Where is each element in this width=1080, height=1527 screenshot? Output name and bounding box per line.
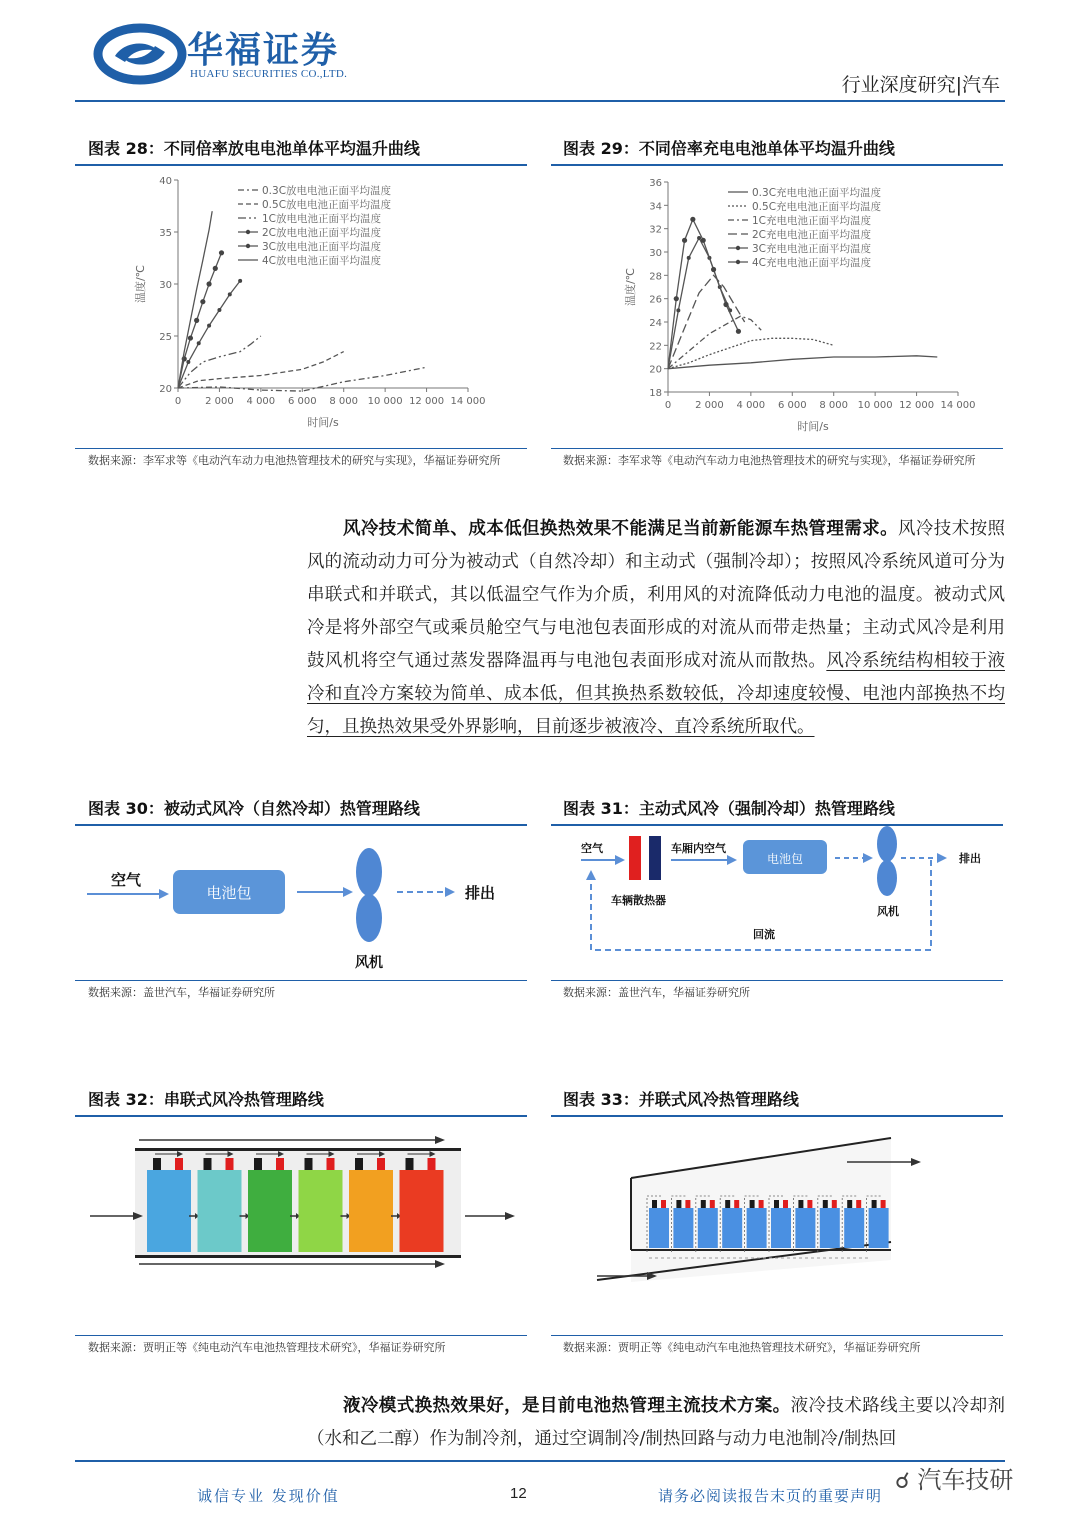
fig33-battery-cell bbox=[844, 1208, 864, 1248]
fig28-legend-label: 0.3C放电电池正面平均温度 bbox=[262, 185, 392, 197]
page-number: 12 bbox=[510, 1485, 527, 1502]
footer-divider bbox=[75, 1460, 1005, 1462]
fig28-x-axis-label: 时间/s bbox=[307, 416, 339, 429]
fig28-series-point bbox=[186, 360, 190, 364]
fig29-x-tick-label: 10 000 bbox=[857, 400, 893, 411]
fig33-terminal-pos bbox=[856, 1200, 861, 1208]
fig31-source: 数据来源：盖世汽车，华福证券研究所 bbox=[563, 986, 750, 999]
fig29-series-line bbox=[668, 316, 761, 369]
fig28-series-point bbox=[197, 341, 201, 345]
fig28-source: 数据来源：李军求等《电动汽车动力电池热管理技术的研究与实现》，华福证券研究所 bbox=[88, 454, 501, 467]
fig28-x-tick-label: 14 000 bbox=[450, 396, 486, 407]
fig28-series-point bbox=[188, 335, 193, 340]
fig33-terminal-neg bbox=[872, 1200, 877, 1208]
fig29-legend-label: 0.3C充电电池正面平均温度 bbox=[752, 187, 882, 199]
fig33-terminal-pos bbox=[710, 1200, 715, 1208]
fig29-y-tick-label: 20 bbox=[649, 364, 662, 376]
fig29-y-tick-label: 32 bbox=[649, 224, 662, 236]
fig33-terminal-neg bbox=[774, 1200, 779, 1208]
fig28-x-tick-label: 12 000 bbox=[409, 396, 445, 407]
fig29-title-rule bbox=[551, 164, 1003, 166]
fig32-terminal-neg bbox=[406, 1158, 414, 1170]
fig29-legend-label: 1C充电电池正面平均温度 bbox=[752, 215, 872, 227]
fig32-terminal-neg bbox=[355, 1158, 363, 1170]
fig33-terminal-neg bbox=[725, 1200, 730, 1208]
fig33-battery-cell bbox=[771, 1208, 791, 1248]
fig28-legend-label: 0.5C放电电池正面平均温度 bbox=[262, 199, 392, 211]
fig33-terminal-neg bbox=[701, 1200, 706, 1208]
fig29-legend-marker bbox=[736, 260, 740, 264]
fig28-y-tick-label: 20 bbox=[159, 384, 172, 395]
fig32-terminal-pos bbox=[377, 1158, 385, 1170]
logo-en-text: HUAFU SECURITIES CO.,LTD. bbox=[190, 68, 348, 80]
fig32-terminal-neg bbox=[254, 1158, 262, 1170]
fig32-terminal-neg bbox=[204, 1158, 212, 1170]
fig33-battery-cell bbox=[869, 1208, 889, 1248]
fig30-title: 图表 30：被动式风冷（自然冷却）热管理路线 bbox=[88, 799, 420, 818]
company-logo bbox=[95, 22, 365, 86]
fig29-x-tick-label: 2 000 bbox=[695, 400, 724, 411]
fig29-series-point bbox=[723, 302, 728, 307]
fig28-y-tick-label: 30 bbox=[159, 280, 172, 291]
fig28-x-tick-label: 4 000 bbox=[246, 396, 276, 407]
fig28-y-axis-label: 温度/℃ bbox=[134, 264, 147, 304]
fig30-source: 数据来源：盖世汽车，华福证券研究所 bbox=[88, 986, 275, 999]
paragraph-air-cooling-body: 风冷技术按照风的流动动力可分为被动式（自然冷却）和主动式（强制冷却）；按照风冷系统风道可分为串联式和并联式，其以低温空气作为介质，利用风的对流降低动力电池的温度。被动式风冷是将外部空气或乘员舱空气与电池包表面形成的对流从而带走热量；主动式风冷是利用鼓风机将空气通过蒸发器降温再与电池包表面形成对流从而散热。 bbox=[307, 519, 1005, 671]
fig32-terminal-pos bbox=[276, 1158, 284, 1170]
fig29-x-tick-label: 0 bbox=[664, 400, 672, 411]
fig29-foot-rule bbox=[551, 448, 1003, 449]
fig33-terminal-pos bbox=[685, 1200, 690, 1208]
fig33-terminal-neg bbox=[847, 1200, 852, 1208]
fig28-foot-rule bbox=[75, 448, 527, 449]
fig28-series-line bbox=[178, 336, 261, 388]
fig28-title: 图表 28：不同倍率放电电池单体平均温升曲线 bbox=[88, 139, 420, 158]
fig31-fan-label: 风机 bbox=[877, 905, 899, 918]
fig33-terminal-pos bbox=[783, 1200, 788, 1208]
fig29-series-line bbox=[668, 275, 745, 368]
fig28-x-tick-label: 10 000 bbox=[367, 396, 403, 407]
fig29-legend-marker bbox=[736, 246, 740, 250]
fig31-exhaust-label: 排出 bbox=[959, 852, 981, 865]
fig32-battery-cell bbox=[147, 1170, 191, 1252]
fig33-terminal-neg bbox=[652, 1200, 657, 1208]
fig31-return-label: 回流 bbox=[753, 928, 775, 941]
fig29-legend-label: 2C充电电池正面平均温度 bbox=[752, 229, 872, 241]
fig30-title-rule bbox=[75, 824, 527, 826]
fig31-title: 图表 31：主动式风冷（强制冷却）热管理路线 bbox=[563, 799, 895, 818]
fig28-legend-label: 4C放电电池正面平均温度 bbox=[262, 255, 382, 267]
fig30-air-label: 空气 bbox=[111, 871, 142, 889]
paragraph-liquid-cooling-body: 液冷技术路线主要以冷却剂（水和乙二醇）作为制冷剂，通过空调制冷/制热回路与动力电池制冷/制热回 bbox=[307, 1396, 1006, 1449]
fig29-series-point bbox=[687, 256, 691, 260]
paragraph-liquid-cooling-lead: 液冷模式换热效果好，是目前电池热管理主流技术方案。 bbox=[343, 1396, 791, 1416]
fig28-series-point bbox=[238, 279, 242, 283]
fig29-series-point bbox=[674, 296, 679, 301]
fig30-foot-rule bbox=[75, 980, 527, 981]
fig28-x-tick-label: 6 000 bbox=[287, 396, 317, 407]
fig32-terminal-pos bbox=[327, 1158, 335, 1170]
report-section-label: 行业深度研究|汽车 bbox=[841, 74, 1000, 96]
fig33-diagram bbox=[551, 1130, 1003, 1290]
fig29-legend-label: 4C充电电池正面平均温度 bbox=[752, 257, 872, 269]
fig33-title: 图表 33：并联式风冷热管理路线 bbox=[563, 1090, 799, 1109]
fig31-pack-label: 电池包 bbox=[766, 852, 804, 866]
fig29-y-axis-label: 温度/℃ bbox=[624, 267, 637, 307]
fig29-x-tick-label: 6 000 bbox=[777, 400, 807, 411]
fig29-y-tick-label: 28 bbox=[649, 271, 662, 283]
fig29-y-tick-label: 18 bbox=[649, 388, 662, 399]
fig32-battery-cell bbox=[198, 1170, 242, 1252]
fig28-x-tick-label: 8 000 bbox=[329, 396, 359, 407]
fig32-battery-cell bbox=[248, 1170, 292, 1252]
fig29-series-point bbox=[697, 236, 701, 240]
fig29-y-tick-label: 34 bbox=[649, 201, 662, 213]
fig29-series-point bbox=[682, 238, 687, 243]
fig29-series-point bbox=[676, 308, 680, 312]
fig33-terminal-pos bbox=[881, 1200, 886, 1208]
fig28-series-line bbox=[178, 211, 212, 388]
fig33-terminal-neg bbox=[676, 1200, 681, 1208]
fig33-battery-cell bbox=[747, 1208, 767, 1248]
fig29-x-tick-label: 12 000 bbox=[899, 400, 935, 411]
fig32-source: 数据来源：贾明正等《纯电动汽车电池热管理技术研究》，华福证券研究所 bbox=[88, 1341, 446, 1354]
fig31-title-rule bbox=[551, 824, 1003, 826]
fig30-fan-label: 风机 bbox=[355, 955, 383, 971]
logo-mark-icon bbox=[95, 22, 185, 86]
fig31-radiator-red bbox=[629, 836, 641, 880]
fig30-fan-icon bbox=[356, 848, 382, 942]
fig29-y-tick-label: 22 bbox=[649, 341, 662, 353]
fig32-diagram bbox=[75, 1130, 527, 1280]
fig29-y-tick-label: 24 bbox=[649, 318, 662, 329]
fig29-x-tick-label: 4 000 bbox=[736, 400, 766, 411]
fig29-series-point bbox=[736, 329, 741, 334]
footer-slogan: 诚信专业 发现价值 bbox=[197, 1487, 340, 1505]
fig28-series-point bbox=[228, 292, 232, 296]
watermark-text: 汽车技研 bbox=[917, 1466, 1014, 1494]
fig29-x-tick-label: 14 000 bbox=[940, 400, 976, 411]
fig28-series-point bbox=[219, 250, 224, 255]
fig28-series-point bbox=[207, 324, 211, 328]
fig32-battery-cell bbox=[349, 1170, 393, 1252]
footer-disclaimer: 请务必阅读报告末页的重要声明 bbox=[658, 1487, 883, 1505]
fig28-x-tick-label: 2 000 bbox=[205, 396, 234, 407]
fig33-terminal-pos bbox=[759, 1200, 764, 1208]
fig28-y-tick-label: 35 bbox=[159, 228, 172, 239]
fig31-diagram bbox=[551, 830, 1003, 980]
fig28-chart bbox=[120, 170, 486, 440]
fig31-cabin-air-label: 车厢内空气 bbox=[671, 842, 726, 855]
fig29-legend-label: 3C充电电池正面平均温度 bbox=[752, 243, 872, 255]
fig30-exhaust-label: 排出 bbox=[465, 884, 496, 902]
fig28-legend-label: 1C放电电池正面平均温度 bbox=[262, 213, 382, 225]
fig28-y-tick-label: 40 bbox=[159, 176, 172, 187]
fig28-y-tick-label: 25 bbox=[159, 332, 172, 343]
fig32-terminal-pos bbox=[428, 1158, 436, 1170]
fig29-y-tick-label: 36 bbox=[649, 178, 662, 189]
fig33-terminal-pos bbox=[807, 1200, 812, 1208]
fig32-terminal-pos bbox=[226, 1158, 234, 1170]
wechat-watermark bbox=[895, 1460, 1013, 1495]
wechat-icon: ☌ bbox=[895, 1469, 910, 1494]
fig33-battery-cell bbox=[722, 1208, 742, 1248]
fig29-x-tick-label: 8 000 bbox=[819, 400, 849, 411]
fig31-air-label: 空气 bbox=[581, 842, 603, 855]
fig32-battery-cell bbox=[299, 1170, 343, 1252]
fig33-battery-cell bbox=[649, 1208, 669, 1248]
fig33-terminal-neg bbox=[823, 1200, 828, 1208]
fig29-source: 数据来源：李军求等《电动汽车动力电池热管理技术的研究与实现》，华福证券研究所 bbox=[563, 454, 976, 467]
fig29-series-point bbox=[701, 238, 706, 243]
fig29-series-line bbox=[668, 356, 937, 369]
fig31-fan-icon bbox=[877, 826, 897, 896]
fig31-foot-rule bbox=[551, 980, 1003, 981]
fig29-x-axis-label: 时间/s bbox=[797, 420, 829, 433]
fig28-legend-marker bbox=[246, 244, 250, 248]
fig28-series-point bbox=[217, 308, 221, 312]
paragraph-air-cooling bbox=[307, 513, 1005, 744]
fig33-terminal-neg bbox=[750, 1200, 755, 1208]
paragraph-air-cooling-lead: 风冷技术简单、成本低但换热效果不能满足当前新能源车热管理需求。 bbox=[343, 519, 898, 539]
fig28-series-point bbox=[213, 266, 218, 271]
fig28-series-point bbox=[206, 281, 211, 286]
fig32-battery-cell bbox=[400, 1170, 444, 1252]
fig28-series-point bbox=[200, 299, 205, 304]
fig29-title: 图表 29：不同倍率充电电池单体平均温升曲线 bbox=[563, 139, 895, 158]
fig32-terminal-neg bbox=[153, 1158, 161, 1170]
fig33-foot-rule bbox=[551, 1335, 1003, 1336]
fig28-legend-marker bbox=[246, 230, 250, 234]
fig30-pack-label: 电池包 bbox=[206, 884, 252, 902]
fig28-legend-label: 2C放电电池正面平均温度 bbox=[262, 227, 382, 239]
fig33-battery-cell bbox=[698, 1208, 718, 1248]
fig29-y-tick-label: 26 bbox=[649, 294, 662, 306]
fig33-terminal-neg bbox=[798, 1200, 803, 1208]
fig33-battery-cell bbox=[820, 1208, 840, 1248]
logo-cn-text: 华福证券 bbox=[187, 30, 340, 71]
fig29-series-line bbox=[668, 338, 834, 368]
fig28-title-rule bbox=[75, 164, 527, 166]
fig33-terminal-pos bbox=[661, 1200, 666, 1208]
fig29-series-point bbox=[690, 217, 695, 222]
fig28-series-point bbox=[194, 318, 199, 323]
fig32-terminal-neg bbox=[305, 1158, 313, 1170]
fig31-radiator-blue bbox=[649, 836, 661, 880]
fig29-series-line bbox=[668, 238, 730, 369]
fig32-foot-rule bbox=[75, 1335, 527, 1336]
fig29-legend-label: 0.5C充电电池正面平均温度 bbox=[752, 201, 882, 213]
header-divider bbox=[75, 100, 1005, 102]
fig28-x-tick-label: 0 bbox=[174, 396, 182, 407]
fig32-title-rule bbox=[75, 1115, 527, 1117]
fig29-series-point bbox=[711, 267, 716, 272]
fig33-title-rule bbox=[551, 1115, 1003, 1117]
fig33-terminal-pos bbox=[832, 1200, 837, 1208]
fig31-radiator-label: 车辆散热器 bbox=[611, 894, 666, 907]
fig32-title: 图表 32：串联式风冷热管理路线 bbox=[88, 1090, 324, 1109]
fig33-source: 数据来源：贾明正等《纯电动汽车电池热管理技术研究》，华福证券研究所 bbox=[563, 1341, 921, 1354]
fig32-terminal-pos bbox=[175, 1158, 183, 1170]
fig33-battery-cell bbox=[673, 1208, 693, 1248]
fig33-battery-cell bbox=[795, 1208, 815, 1248]
fig29-chart bbox=[610, 172, 976, 444]
paragraph-air-cooling-underlined: 风冷系统结构相较于液冷和直冷方案较为简单、成本低，但其换热系数较低，冷却速度较慢、电池内部换热不均匀，且换热效果受外界影响，目前逐步被液冷、直冷系统所取代。 bbox=[307, 651, 1005, 737]
fig33-terminal-pos bbox=[734, 1200, 739, 1208]
fig28-legend-label: 3C放电电池正面平均温度 bbox=[262, 241, 382, 253]
fig28-series-line bbox=[178, 352, 344, 388]
paragraph-liquid-cooling bbox=[307, 1390, 1005, 1456]
fig29-y-tick-label: 30 bbox=[649, 248, 662, 259]
fig30-diagram bbox=[75, 830, 527, 980]
